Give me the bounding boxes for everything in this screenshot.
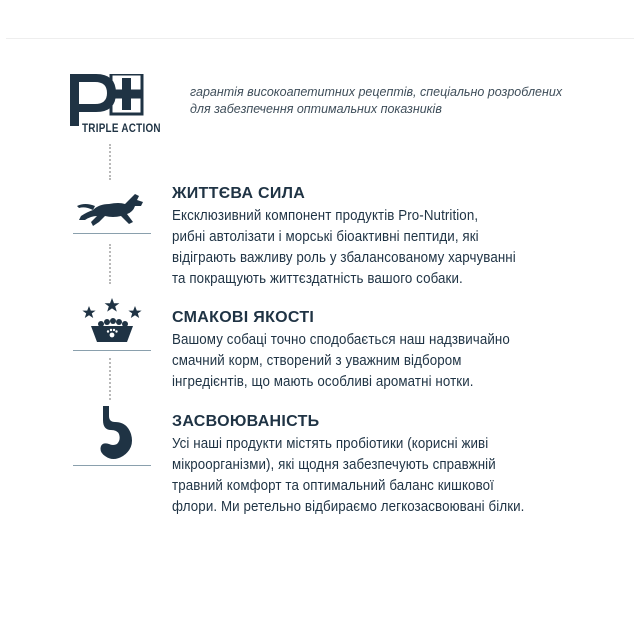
tagline-line: гарантія високоапетитних рецептів, спеціально розроблених [190, 85, 563, 99]
section-vitality [172, 184, 612, 290]
p-plus-logo-icon [70, 74, 160, 126]
section-body [172, 206, 612, 290]
body-line: інгредієнтів, що мають особливі ароматні нотки. [172, 374, 474, 390]
section-body [172, 434, 612, 518]
section-digestibility [172, 412, 612, 518]
dotted-connector [109, 358, 113, 400]
body-line: Ексклюзивний компонент продуктів Pro-Nutrition, [172, 208, 479, 224]
food-bowl-stars-icon [73, 296, 151, 352]
dotted-connector [109, 244, 113, 284]
body-line: Вашому собаці точно сподобається наш надзвичайно [172, 332, 510, 348]
body-line: смачний корм, створений з уважним відбором [172, 353, 462, 369]
tagline-line: для забезпечення оптимальних показників [190, 102, 442, 116]
dotted-connector [109, 144, 113, 180]
body-line: рибні автолізати і морські біоактивні пептиди, які [172, 229, 479, 245]
section-body [172, 330, 612, 393]
triple-action-logo [70, 74, 182, 138]
body-line: мікроорганізми), які щодня забезпечують справжній [172, 457, 496, 473]
body-line: травний комфорт та оптимальний баланс кишкової [172, 478, 494, 494]
section-title: СМАКОВІ ЯКОСТІ [172, 309, 315, 326]
icon-underline [73, 465, 151, 466]
icon-underline [73, 233, 151, 234]
icon-underline [73, 350, 151, 351]
tagline [190, 84, 610, 118]
body-line: Усі наші продукти містять пробіотики (корисні живі [172, 436, 489, 452]
body-line: відіграють важливу роль у збалансованому харчуванні [172, 250, 516, 266]
body-line: та покращують життєздатність вашого собаки. [172, 271, 463, 287]
section-title: ЗАСВОЮВАНІСТЬ [172, 413, 320, 430]
body-line: флори. Ми ретельно відбираємо легкозасвоювані білки. [172, 499, 525, 515]
running-dog-icon [73, 186, 151, 236]
top-divider [6, 38, 634, 39]
logo-subtitle: TRIPLE ACTION [82, 123, 161, 135]
section-title: ЖИТТЄВА СИЛА [172, 185, 306, 202]
section-taste [172, 308, 612, 393]
stomach-icon [73, 404, 151, 466]
